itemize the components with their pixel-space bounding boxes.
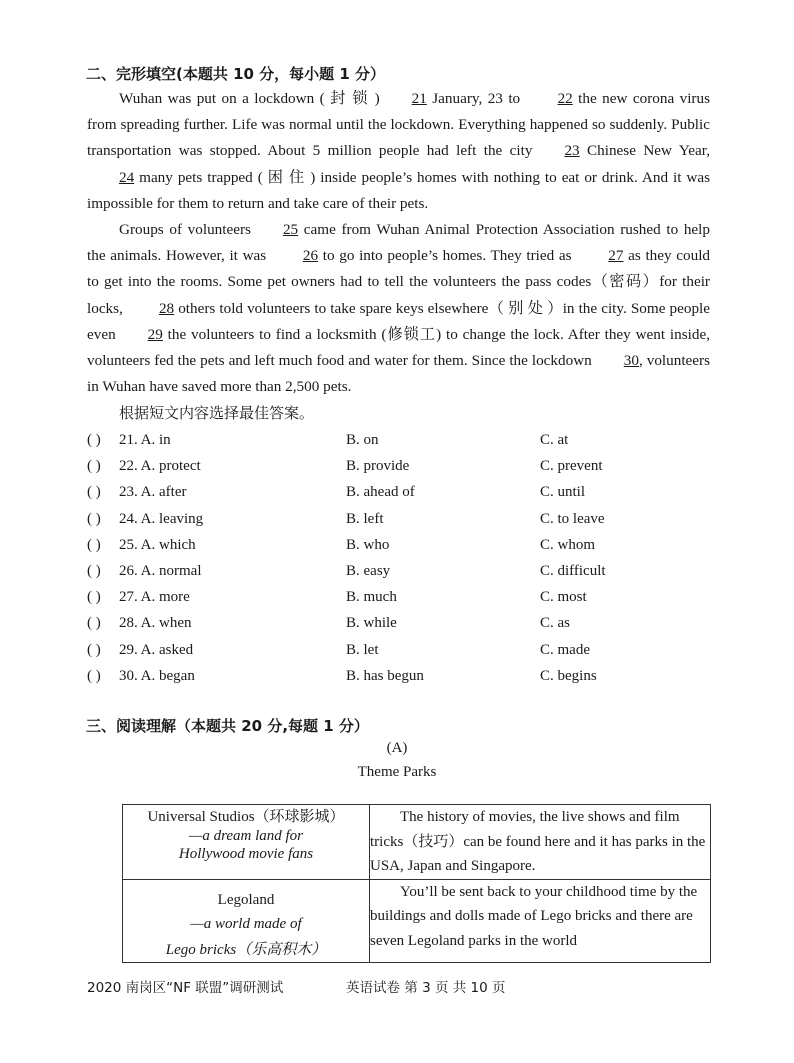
table-row xyxy=(123,805,711,880)
text: the new corona virus from spreading further. Life was normal until the lockdown. Everything happened so suddenly. Public transportation was stopped. About 5 million people had left the city xyxy=(87,90,710,160)
table-row xyxy=(123,879,711,962)
option-b: B. has begun xyxy=(346,667,424,684)
blank-22: 22 xyxy=(557,90,573,107)
park-description-cell xyxy=(370,805,711,880)
answer-blank[interactable]: ( ) xyxy=(87,641,101,658)
park-tagline: Hollywood movie fans xyxy=(178,846,314,862)
theme-parks-table xyxy=(122,804,711,963)
blank-27: 27 xyxy=(608,247,624,265)
park-description: You’ll be sent back to your childhood time by the buildings and dolls made of Lego bricks and there are seven Legoland parks in the world xyxy=(370,883,698,949)
option-b: B. much xyxy=(346,589,397,606)
option-b: B. ahead of xyxy=(346,484,415,501)
option-c: C. most xyxy=(540,589,587,606)
blank-23: 23 xyxy=(564,142,580,160)
answer-blank[interactable]: ( ) xyxy=(87,432,101,448)
option-b: B. easy xyxy=(346,562,391,579)
option-c: C. begins xyxy=(540,667,597,684)
footer-page-number: 英语试卷 第 3 页 共 10 页 xyxy=(346,980,506,996)
passage-paragraph-2 xyxy=(87,217,710,400)
option-c: C. at xyxy=(540,432,569,448)
option-a: 23. A. after xyxy=(119,484,187,501)
park-description: The history of movies, the live shows and film tricks（技巧）can be found here and it has parks in the USA, Japan and Singapore. xyxy=(370,809,706,874)
question-row xyxy=(87,427,710,453)
question-row xyxy=(87,532,710,558)
answer-blank[interactable]: ( ) xyxy=(87,484,101,501)
passage-paragraph-1 xyxy=(87,86,710,217)
option-a: 29. A. asked xyxy=(119,641,194,658)
text: many pets trapped ( 困 住 ) inside people’s homes with nothing to eat or drink. And it was impossible for them to return and take care of their pets. xyxy=(87,168,710,212)
question-row xyxy=(87,637,710,663)
answer-blank[interactable]: ( ) xyxy=(87,536,101,553)
park-tagline: —a dream land for xyxy=(188,828,304,844)
park-tagline: —a world made of xyxy=(190,915,302,932)
option-c: C. made xyxy=(540,641,590,658)
option-a: 21. A. in xyxy=(119,432,171,448)
instruction: 根据短文内容选择最佳答案。 xyxy=(119,404,315,422)
option-a: 25. A. which xyxy=(119,536,196,553)
option-a: 26. A. normal xyxy=(119,562,202,579)
answer-blank[interactable]: ( ) xyxy=(87,589,101,606)
text: as they could to get into the rooms. Some pet owners had to tell the volunteers the pass codes（密码）for their locks, xyxy=(87,247,711,317)
question-row xyxy=(87,453,710,479)
question-row xyxy=(87,584,710,610)
option-c: C. as xyxy=(540,615,570,632)
answer-blank[interactable]: ( ) xyxy=(87,562,101,579)
option-b: B. while xyxy=(346,615,397,632)
text: came from Wuhan Animal Protection Association rushed to help the animals. However, it was xyxy=(87,221,710,265)
footer-exam-name: 2020 南岗区“NF 联盟”调研测试 xyxy=(87,980,284,996)
park-description-cell xyxy=(370,879,711,962)
part-title: Theme Parks xyxy=(357,764,437,780)
section-cloze-title: 二、完形填空(本题共 10 分，每小题 1 分） xyxy=(86,65,386,83)
option-b: B. who xyxy=(346,536,390,553)
cloze-passage xyxy=(87,86,710,400)
answer-blank[interactable]: ( ) xyxy=(87,667,101,684)
blank-28: 28 xyxy=(158,299,175,317)
answer-blank[interactable]: ( ) xyxy=(87,458,101,475)
blank-26: 26 xyxy=(302,247,319,265)
park-name: Legoland xyxy=(217,891,275,908)
option-a: 27. A. more xyxy=(119,589,190,606)
option-b: B. left xyxy=(346,510,384,527)
blank-21: 21 xyxy=(411,90,427,107)
option-b: B. on xyxy=(346,432,379,448)
park-name-cell xyxy=(123,805,370,880)
option-c: C. to leave xyxy=(540,510,605,527)
option-a: 28. A. when xyxy=(119,615,192,632)
text: to go into people’s homes. They tried as xyxy=(318,247,577,265)
text: the volunteers to find a locksmith (修锁工) to change the lock. After they went inside, volunteers fed the pets and left much food and water for them. Since the lockdown xyxy=(87,325,710,370)
question-row xyxy=(87,610,710,636)
option-b: B. let xyxy=(346,641,379,658)
blank-24: 24 xyxy=(119,168,135,186)
park-name-cell xyxy=(123,879,370,962)
text: Groups of volunteers xyxy=(119,221,251,239)
option-a: 22. A. protect xyxy=(119,458,201,475)
park-name: Universal Studios（环球影城） xyxy=(147,809,345,825)
question-list xyxy=(87,427,710,689)
question-row xyxy=(87,663,710,689)
text: Wuhan was put on a lockdown ( 封 锁 ) xyxy=(119,90,380,107)
question-row xyxy=(87,506,710,532)
option-c: C. prevent xyxy=(540,458,603,475)
answer-blank[interactable]: ( ) xyxy=(87,510,101,527)
option-c: C. difficult xyxy=(540,562,606,579)
option-b: B. provide xyxy=(346,458,410,475)
text: others told volunteers to take spare keys elsewhere（ 别 处 ）in the city. Some people even xyxy=(87,299,710,343)
answer-blank[interactable]: ( ) xyxy=(87,615,101,632)
text: Chinese New Year, xyxy=(579,142,710,160)
section-reading-title: 三、阅读理解（本题共 20 分,每题 1 分） xyxy=(86,717,369,735)
option-c: C. whom xyxy=(540,536,596,553)
question-row xyxy=(87,479,710,505)
text: January, 23 to xyxy=(426,90,526,107)
blank-30: 30 xyxy=(623,352,639,370)
option-a: 24. A. leaving xyxy=(119,510,204,527)
question-row xyxy=(87,558,710,584)
text: , volunteers in Wuhan have saved more than 2,500 pets. xyxy=(87,352,710,396)
park-tagline: Lego bricks（乐高积木） xyxy=(165,941,327,958)
option-c: C. until xyxy=(540,484,586,501)
blank-29: 29 xyxy=(147,325,163,343)
option-a: 30. A. began xyxy=(119,667,195,684)
blank-25: 25 xyxy=(282,221,299,239)
part-label: (A) xyxy=(386,740,408,756)
